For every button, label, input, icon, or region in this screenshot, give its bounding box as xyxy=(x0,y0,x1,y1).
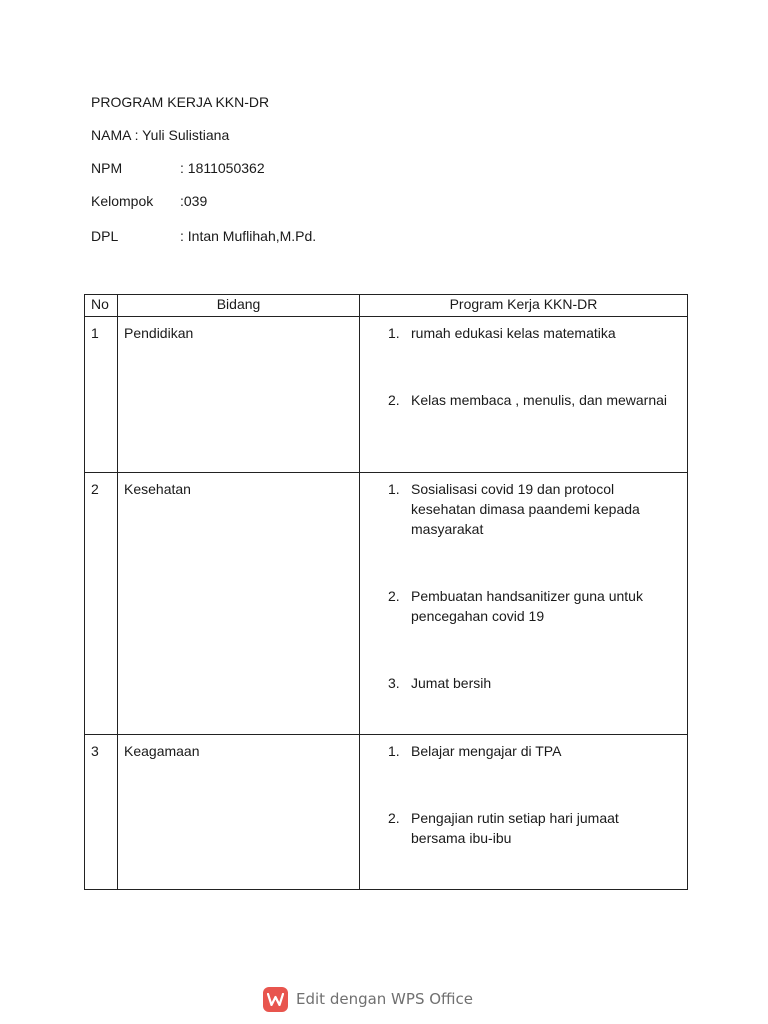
name-line: NAMA : Yuli Sulistiana xyxy=(91,127,230,143)
header-bidang: Bidang xyxy=(118,295,360,317)
program-item-text: Jumat bersih xyxy=(411,675,492,691)
program-item-number: 2. xyxy=(388,588,400,604)
header-no: No xyxy=(85,295,118,317)
program-item-text: Belajar mengajar di TPA xyxy=(411,743,562,759)
program-item-text: rumah edukasi kelas matematika xyxy=(411,325,616,341)
program-item xyxy=(388,479,671,539)
header-program: Program Kerja KKN-DR xyxy=(360,295,688,317)
program-item-text: Pengajian rutin setiap hari jumaat bersama ibu-ibu xyxy=(411,810,619,846)
program-item xyxy=(388,741,671,761)
kelompok-label: Kelompok xyxy=(91,193,154,209)
table-row xyxy=(85,473,688,735)
row-bidang: Keagamaan xyxy=(118,735,360,890)
row-programs xyxy=(360,317,688,473)
row-bidang: Kesehatan xyxy=(118,473,360,735)
row-number: 1 xyxy=(85,317,118,473)
edit-with-wps-text: Edit dengan WPS Office xyxy=(296,990,474,1008)
program-item-text: Pembuatan handsanitizer guna untuk pencegahan covid 19 xyxy=(411,588,643,624)
program-list xyxy=(366,323,681,410)
program-item-number: 2. xyxy=(388,392,400,408)
npm-value: : 1811050362 xyxy=(180,160,265,176)
table-row xyxy=(85,735,688,890)
row-bidang: Pendidikan xyxy=(118,317,360,473)
program-item xyxy=(388,808,671,848)
edit-with-wps-link[interactable] xyxy=(263,985,473,1013)
program-kerja-table xyxy=(84,294,688,890)
program-list xyxy=(366,741,681,848)
program-item xyxy=(388,586,671,626)
dpl-value: : Intan Muflihah,M.Pd. xyxy=(180,228,317,244)
npm-label: NPM xyxy=(91,160,123,176)
row-programs xyxy=(360,735,688,890)
document-title: PROGRAM KERJA KKN-DR xyxy=(91,94,270,110)
program-item-number: 2. xyxy=(388,810,400,826)
row-number: 2 xyxy=(85,473,118,735)
program-item-number: 1. xyxy=(388,325,400,341)
program-item-text: Sosialisasi covid 19 dan protocol kesehatan dimasa paandemi kepada masyarakat xyxy=(411,481,640,537)
kelompok-value: :039 xyxy=(180,193,208,209)
program-item-number: 1. xyxy=(388,743,400,759)
program-list xyxy=(366,479,681,693)
program-item xyxy=(388,323,671,343)
program-item-text: Kelas membaca , menulis, dan mewarnai xyxy=(411,392,668,408)
program-item-number: 3. xyxy=(388,675,400,691)
program-item-number: 1. xyxy=(388,481,400,497)
dpl-label: DPL xyxy=(91,228,119,244)
wps-office-logo-icon xyxy=(263,987,288,1012)
table-row xyxy=(85,317,688,473)
program-item xyxy=(388,390,671,410)
table-header-row xyxy=(85,295,688,317)
program-item xyxy=(388,673,671,693)
row-number: 3 xyxy=(85,735,118,890)
row-programs xyxy=(360,473,688,735)
